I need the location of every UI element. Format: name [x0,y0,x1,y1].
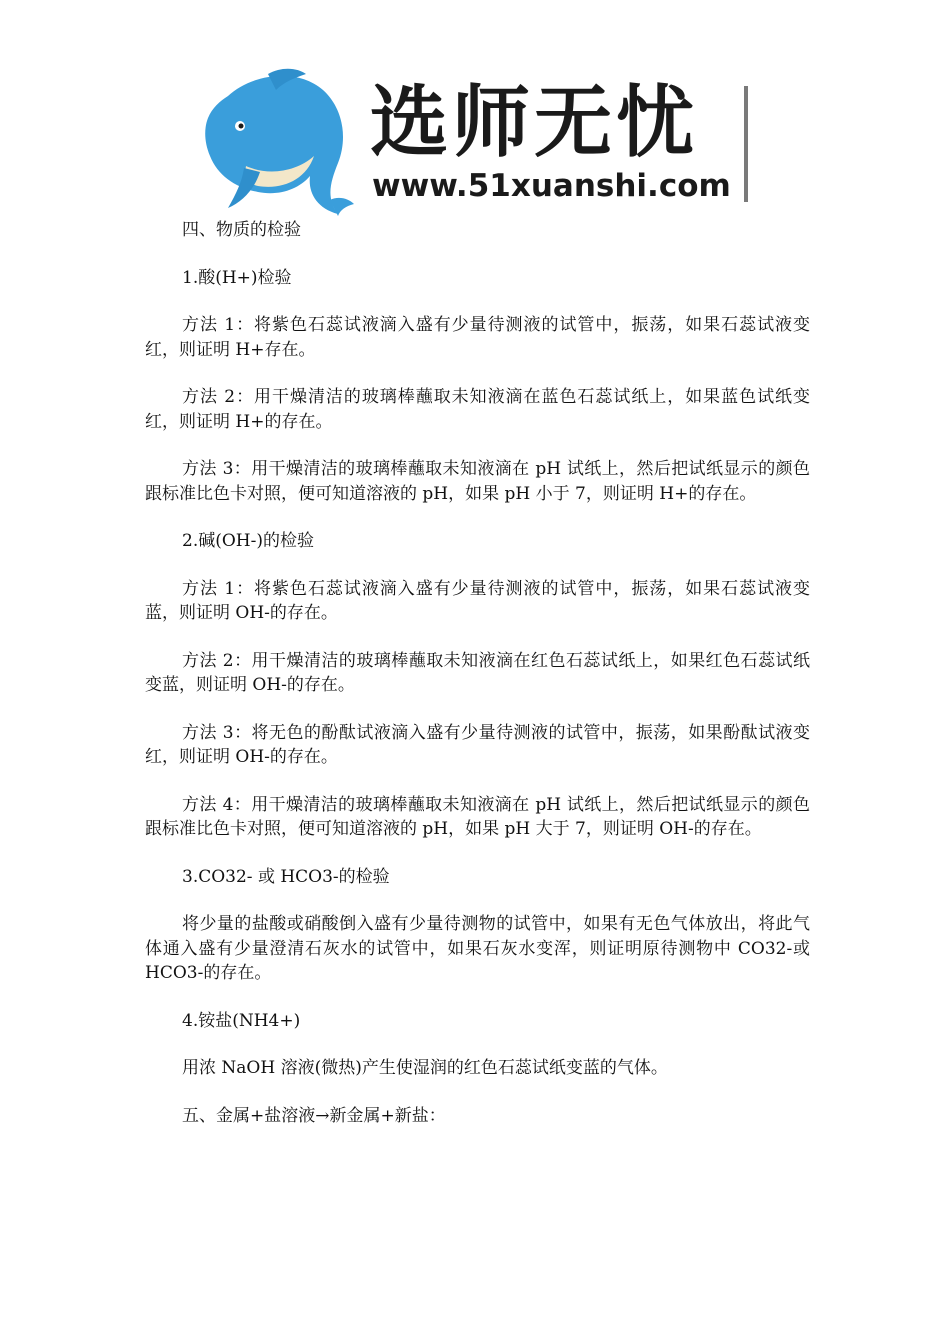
section-heading: 四、物质的检验 [182,220,301,240]
paragraph: 将少量的盐酸或硝酸倒入盛有少量待测物的试管中，如果有无色气体放出，将此气体通入盛有少量澄清石灰水的试管中，如果石灰水变浑，则证明原待测物中 CO32-或 HCO3-的存在。 [145,914,810,983]
subsection-heading: 1.酸(H+)检验 [182,267,292,288]
paragraph: 方法 2：用干燥清洁的玻璃棒蘸取未知液滴在蓝色石蕊试纸上，如果蓝色试纸变红，则证明 H+的存在。 [145,387,810,432]
paragraph: 方法 3：用干燥清洁的玻璃棒蘸取未知液滴在 pH 试纸上，然后把试纸显示的颜色跟标准比色卡对照，便可知道溶液的 pH，如果 pH 小于 7，则证明 H+的存在。 [145,459,810,504]
logo-url: www.51xuanshi.com [372,168,731,204]
paragraph: 方法 2：用干燥清洁的玻璃棒蘸取未知液滴在红色石蕊试纸上，如果红色石蕊试纸变蓝，则证明 OH-的存在。 [145,650,810,695]
dolphin-icon [198,68,358,218]
paragraph: 方法 1：将紫色石蕊试液滴入盛有少量待测液的试管中，振荡，如果石蕊试液变红，则证明 H+存在。 [145,315,810,360]
paragraph: 方法 3：将无色的酚酞试液滴入盛有少量待测液的试管中，振荡，如果酚酞试液变红，则证明 OH-的存在。 [145,722,810,767]
section-heading: 五、金属+盐溶液→新金属+新盐： [182,1105,446,1126]
paragraph: 用浓 NaOH 溶液(微热)产生使湿润的红色石蕊试纸变蓝的气体。 [182,1058,668,1078]
paragraph: 方法 4：用干燥清洁的玻璃棒蘸取未知液滴在 pH 试纸上，然后把试纸显示的颜色跟标准比色卡对照，便可知道溶液的 pH，如果 pH 大于 7，则证明 OH-的存在。 [145,794,810,839]
logo-title: 选师无忧 [370,78,699,168]
document-body [145,218,810,1151]
paragraph: 方法 1：将紫色石蕊试液滴入盛有少量待测液的试管中，振荡，如果石蕊试液变蓝，则证明 OH-的存在。 [145,578,810,623]
logo-divider [744,86,748,202]
subsection-heading: 2.碱(OH-)的检验 [182,531,314,551]
subsection-heading: 3.CO32- 或 HCO3-的检验 [182,866,390,887]
subsection-heading: 4.铵盐(NH4+) [182,1010,301,1031]
header-logo [198,68,758,218]
